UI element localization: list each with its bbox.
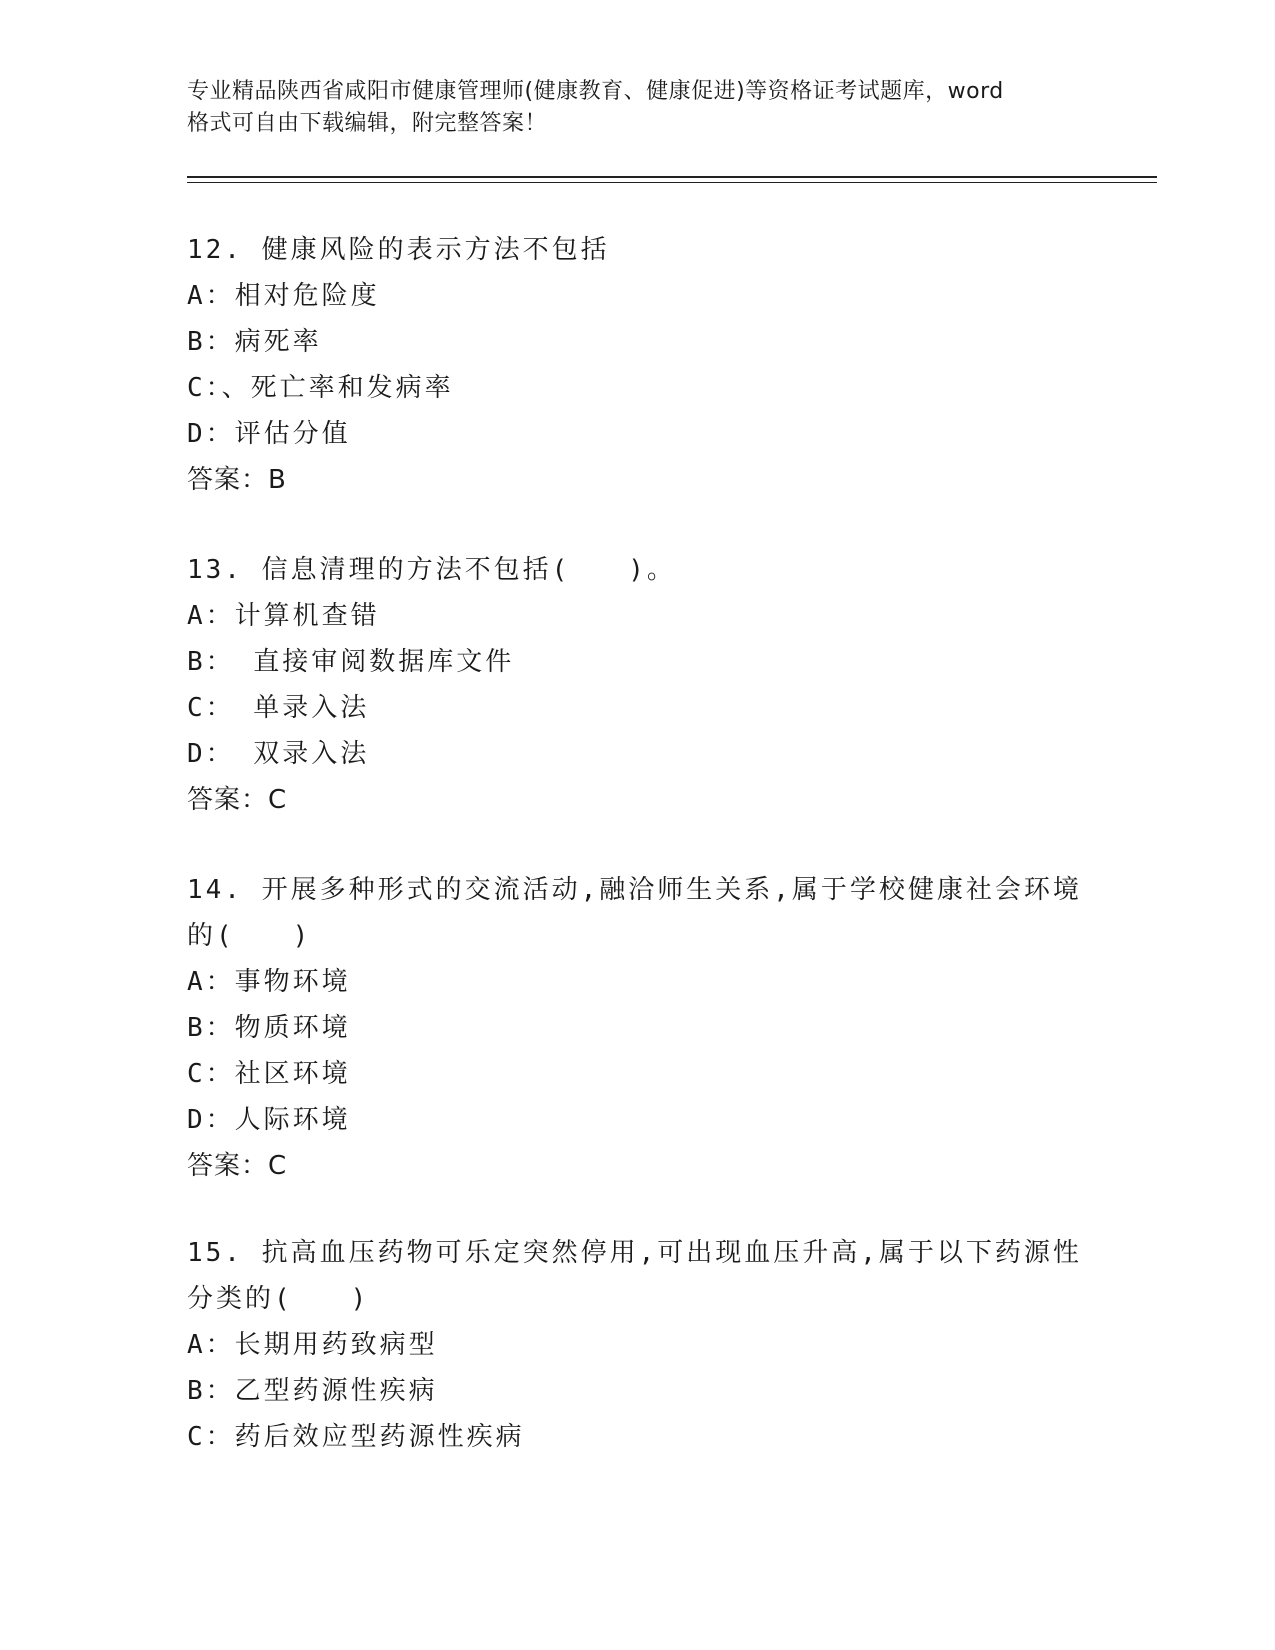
header-line-1: 专业精品陕西省咸阳市健康管理师(健康教育、健康促进)等资格证考试题库，word [187, 79, 1004, 104]
answer: 答案：C [187, 785, 288, 815]
question-12 [187, 227, 1087, 503]
question-14 [187, 867, 1087, 1189]
option-d: D： 双录入法 [187, 739, 370, 769]
question-15 [187, 1230, 1087, 1460]
document-header [187, 76, 1107, 140]
question-stem-line-2: 的( ) [187, 921, 312, 951]
question-stem-line-1: 14. 开展多种形式的交流活动,融洽师生关系,属于学校健康社会环境 [187, 875, 1082, 905]
option-c: C： 单录入法 [187, 693, 370, 723]
header-divider-thick [187, 176, 1157, 178]
option-a: A：长期用药致病型 [187, 1330, 438, 1360]
question-stem: 12. 健康风险的表示方法不包括 [187, 235, 610, 265]
option-d: D：人际环境 [187, 1105, 351, 1135]
question-stem: 13. 信息清理的方法不包括( )。 [187, 555, 676, 585]
answer: 答案：B [187, 465, 287, 495]
option-c: C：药后效应型药源性疾病 [187, 1422, 525, 1452]
header-divider-thin [187, 182, 1157, 183]
option-b: B：乙型药源性疾病 [187, 1376, 438, 1406]
option-a: A：计算机查错 [187, 601, 380, 631]
option-b: B： 直接审阅数据库文件 [187, 647, 515, 677]
option-d: D：评估分值 [187, 419, 351, 449]
question-stem-line-2: 分类的( ) [187, 1284, 370, 1314]
option-a: A：事物环境 [187, 967, 351, 997]
header-line-2: 格式可自由下载编辑，附完整答案！ [187, 111, 548, 136]
option-b: B：物质环境 [187, 1013, 351, 1043]
option-c: C：、死亡率和发病率 [187, 373, 454, 403]
option-c: C：社区环境 [187, 1059, 351, 1089]
question-13 [187, 547, 1087, 823]
option-b: B：病死率 [187, 327, 322, 357]
question-stem-line-1: 15. 抗高血压药物可乐定突然停用,可出现血压升高,属于以下药源性 [187, 1238, 1082, 1268]
option-a: A：相对危险度 [187, 281, 380, 311]
answer: 答案：C [187, 1151, 288, 1181]
